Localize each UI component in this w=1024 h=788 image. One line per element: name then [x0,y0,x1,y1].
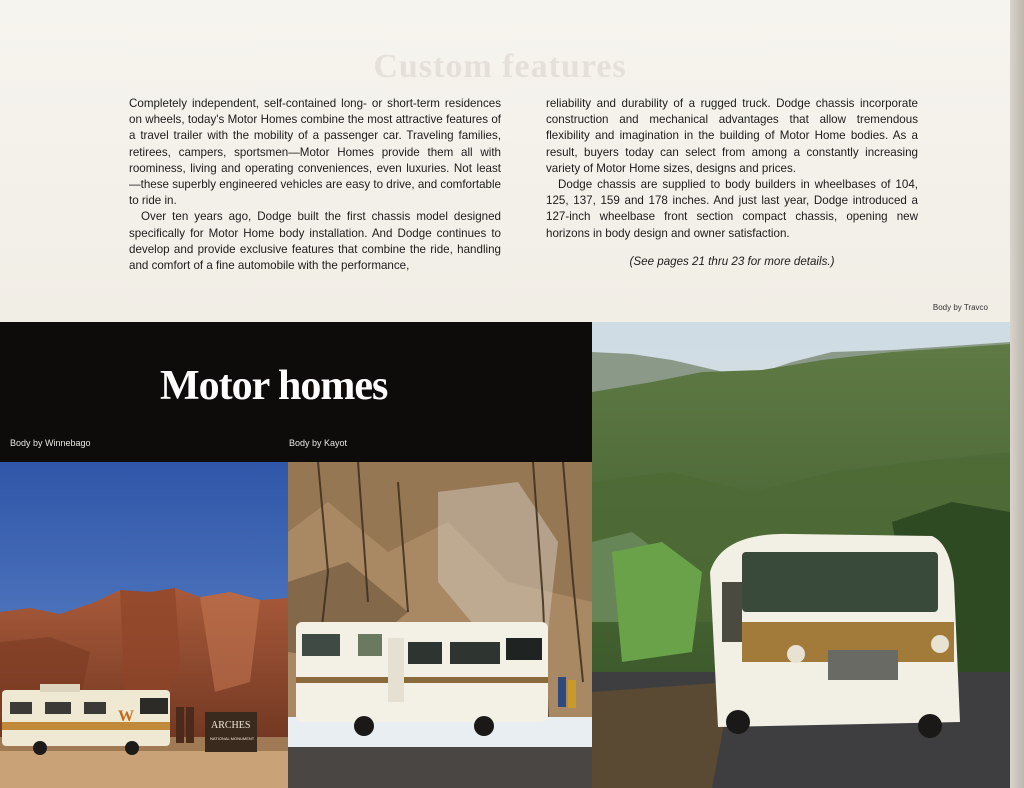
photo-travco-motor-home [592,322,1010,788]
page-title: Motor homes [160,363,388,409]
winnebago-vehicle [2,684,170,755]
desert-scene-image [0,462,288,788]
photo-winnebago-motor-home [0,462,288,788]
body-column-left [129,96,501,274]
page-edge [1010,0,1024,788]
mountain-road-image [592,322,1010,788]
snow-woods-image [288,462,592,788]
svg-text:ARCHES: ARCHES [211,720,251,731]
paragraph-2: Over ten years ago, Dodge built the first chassis model designed specifically for Motor Home body installation. And Dodge continues to develop and provide exclusive features that combine the ride, handling and comfort of a fine automobile with the performance, [129,210,501,273]
travco-vehicle [710,534,960,738]
credit-travco: Body by Travco [932,303,988,312]
paragraph-3: reliability and durability of a rugged truck. Dodge chassis incorporate construction and mechanical advantages that allow tremendous flexibility and imagination in the building of Motor Home bodies. As a result, buyers today can select from among a constantly increasing variety of Motor Home sizes, designs and prices. [546,97,918,175]
svg-text:W: W [118,708,134,725]
credit-winnebago: Body by Winnebago [10,438,91,448]
credit-kayot: Body by Kayot [289,438,348,448]
kayot-vehicle [296,622,548,736]
svg-text:NATIONAL MONUMENT: NATIONAL MONUMENT [210,736,255,741]
paragraph-1: Completely independent, self-contained long- or short-term residences on wheels, today's Motor Homes combine the most attractive features of a travel trailer with the mobility of a passenger car. Traveling families, retirees, campers, sportsmen—Motor Homes provide them all with roominess, living and operating conveniences, even luxuries. Not least—these superbly engineered vehicles are easy to drive, and comfortable to ride in. [129,97,501,208]
body-column-right [546,96,918,242]
see-pages-note: (See pages 21 thru 23 for more details.) [629,255,835,268]
photo-kayot-motor-home [288,462,592,788]
paragraph-4: Dodge chassis are supplied to body builders in wheelbases of 104, 125, 137, 159 and 178 inches. And just last year, Dodge introduced a 127-inch wheelbase front section compact chassis, opening new horizons in body design and owner satisfaction. [546,178,918,240]
ghost-heading: Custom features [373,48,627,85]
